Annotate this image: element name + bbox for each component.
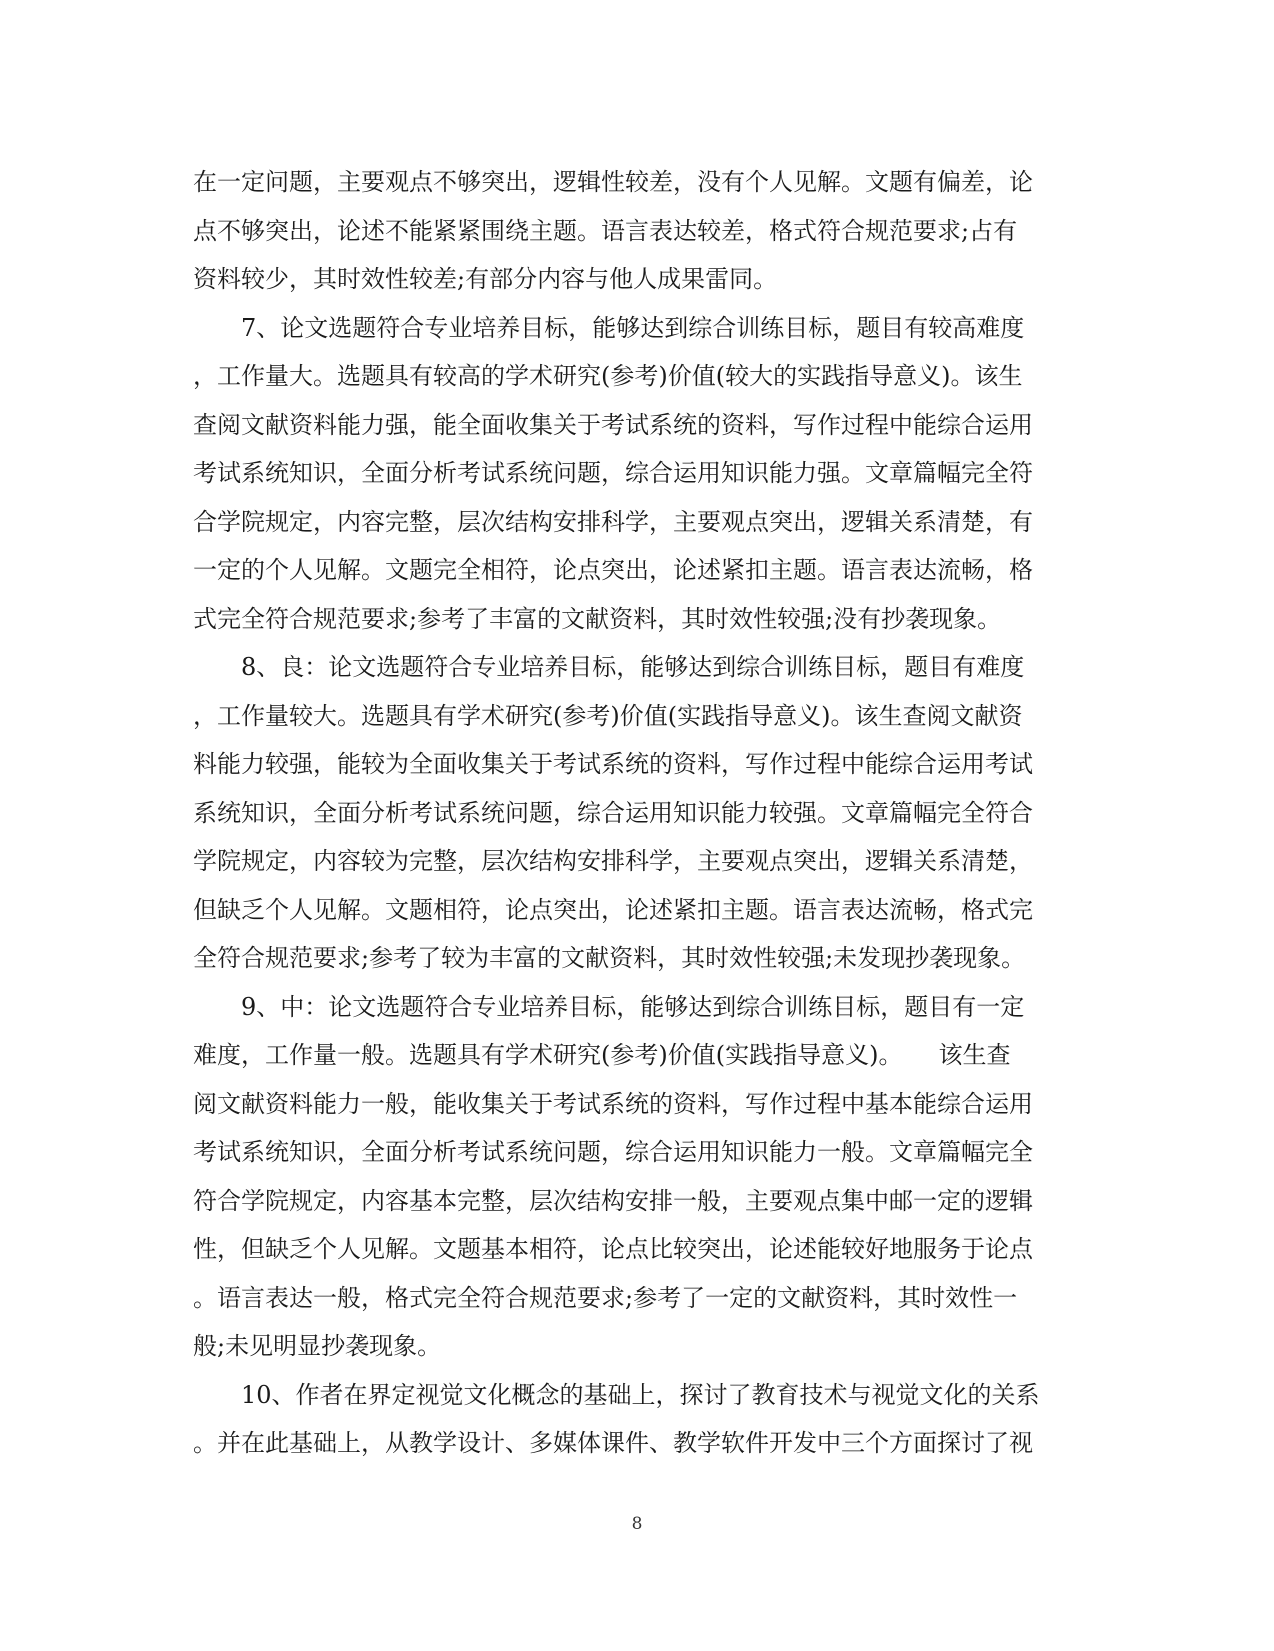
text-line: 考试系统知识，全面分析考试系统问题，综合运用知识能力强。文章篇幅完全符 [193, 459, 1033, 487]
text-line: 般;未见明显抄袭现象。 [193, 1332, 442, 1360]
text-line: 难度，工作量一般。选题具有学术研究(参考)价值(实践指导意义)。 该生查 [193, 1041, 1011, 1069]
text-line: 10、作者在界定视觉文化概念的基础上，探讨了教育技术与视觉文化的关系 [193, 1380, 1040, 1409]
text-line: ，工作量大。选题具有较高的学术研究(参考)价值(较大的实践指导意义)。该生 [193, 362, 1023, 390]
text-line: 一定的个人见解。文题完全相符，论点突出，论述紧扣主题。语言表达流畅，格 [193, 556, 1033, 584]
text-line: 。并在此基础上，从教学设计、多媒体课件、教学软件开发中三个方面探讨了视 [193, 1429, 1033, 1457]
text-line: 9、中：论文选题符合专业培养目标，能够达到综合训练目标，题目有一定 [193, 992, 1025, 1021]
text-line: 但缺乏个人见解。文题相符，论点突出，论述紧扣主题。语言表达流畅，格式完 [193, 895, 1033, 924]
text-line: 式完全符合规范要求;参考了丰富的文献资料，其时效性较强;没有抄袭现象。 [193, 604, 1002, 633]
text-line: 系统知识，全面分析考试系统问题，综合运用知识能力较强。文章篇幅完全符合 [193, 798, 1033, 827]
text-line: 在一定问题，主要观点不够突出，逻辑性较差，没有个人见解。文题有偏差，论 [193, 168, 1033, 196]
text-line: 性，但缺乏个人见解。文题基本相符，论点比较突出，论述能较好地服务于论点 [193, 1235, 1033, 1263]
text-line: 阅文献资料能力一般，能收集关于考试系统的资料，写作过程中基本能综合运用 [193, 1089, 1033, 1118]
text-line: 全符合规范要求;参考了较为丰富的文献资料，其时效性较强;未发现抄袭现象。 [193, 944, 1026, 972]
text-line: 7、论文选题符合专业培养目标，能够达到综合训练目标，题目有较高难度 [193, 313, 1025, 342]
text-line: 资料较少，其时效性较差;有部分内容与他人成果雷同。 [193, 265, 778, 293]
text-line: 合学院规定，内容完整，层次结构安排科学，主要观点突出，逻辑关系清楚，有 [193, 507, 1033, 536]
page-number: 8 [631, 1514, 643, 1534]
text-line: 查阅文献资料能力强，能全面收集关于考试系统的资料，写作过程中能综合运用 [193, 410, 1033, 439]
body-text [193, 158, 1061, 1468]
text-line: 符合学院规定，内容基本完整，层次结构安排一般，主要观点集中邮一定的逻辑 [193, 1186, 1033, 1215]
text-line: 考试系统知识，全面分析考试系统问题，综合运用知识能力一般。文章篇幅完全 [193, 1138, 1033, 1166]
text-line: 。语言表达一般，格式完全符合规范要求;参考了一定的文献资料，其时效性一 [193, 1283, 1018, 1312]
text-line: 8、良：论文选题符合专业培养目标，能够达到综合训练目标，题目有难度 [193, 653, 1025, 681]
text-line: 料能力较强，能较为全面收集关于考试系统的资料，写作过程中能综合运用考试 [193, 750, 1033, 778]
text-line: 学院规定，内容较为完整，层次结构安排科学，主要观点突出，逻辑关系清楚， [193, 847, 1033, 875]
text-line: 点不够突出，论述不能紧紧围绕主题。语言表达较差，格式符合规范要求;占有 [193, 216, 1018, 245]
text-line: ，工作量较大。选题具有学术研究(参考)价值(实践指导意义)。该生查阅文献资 [193, 701, 1023, 730]
